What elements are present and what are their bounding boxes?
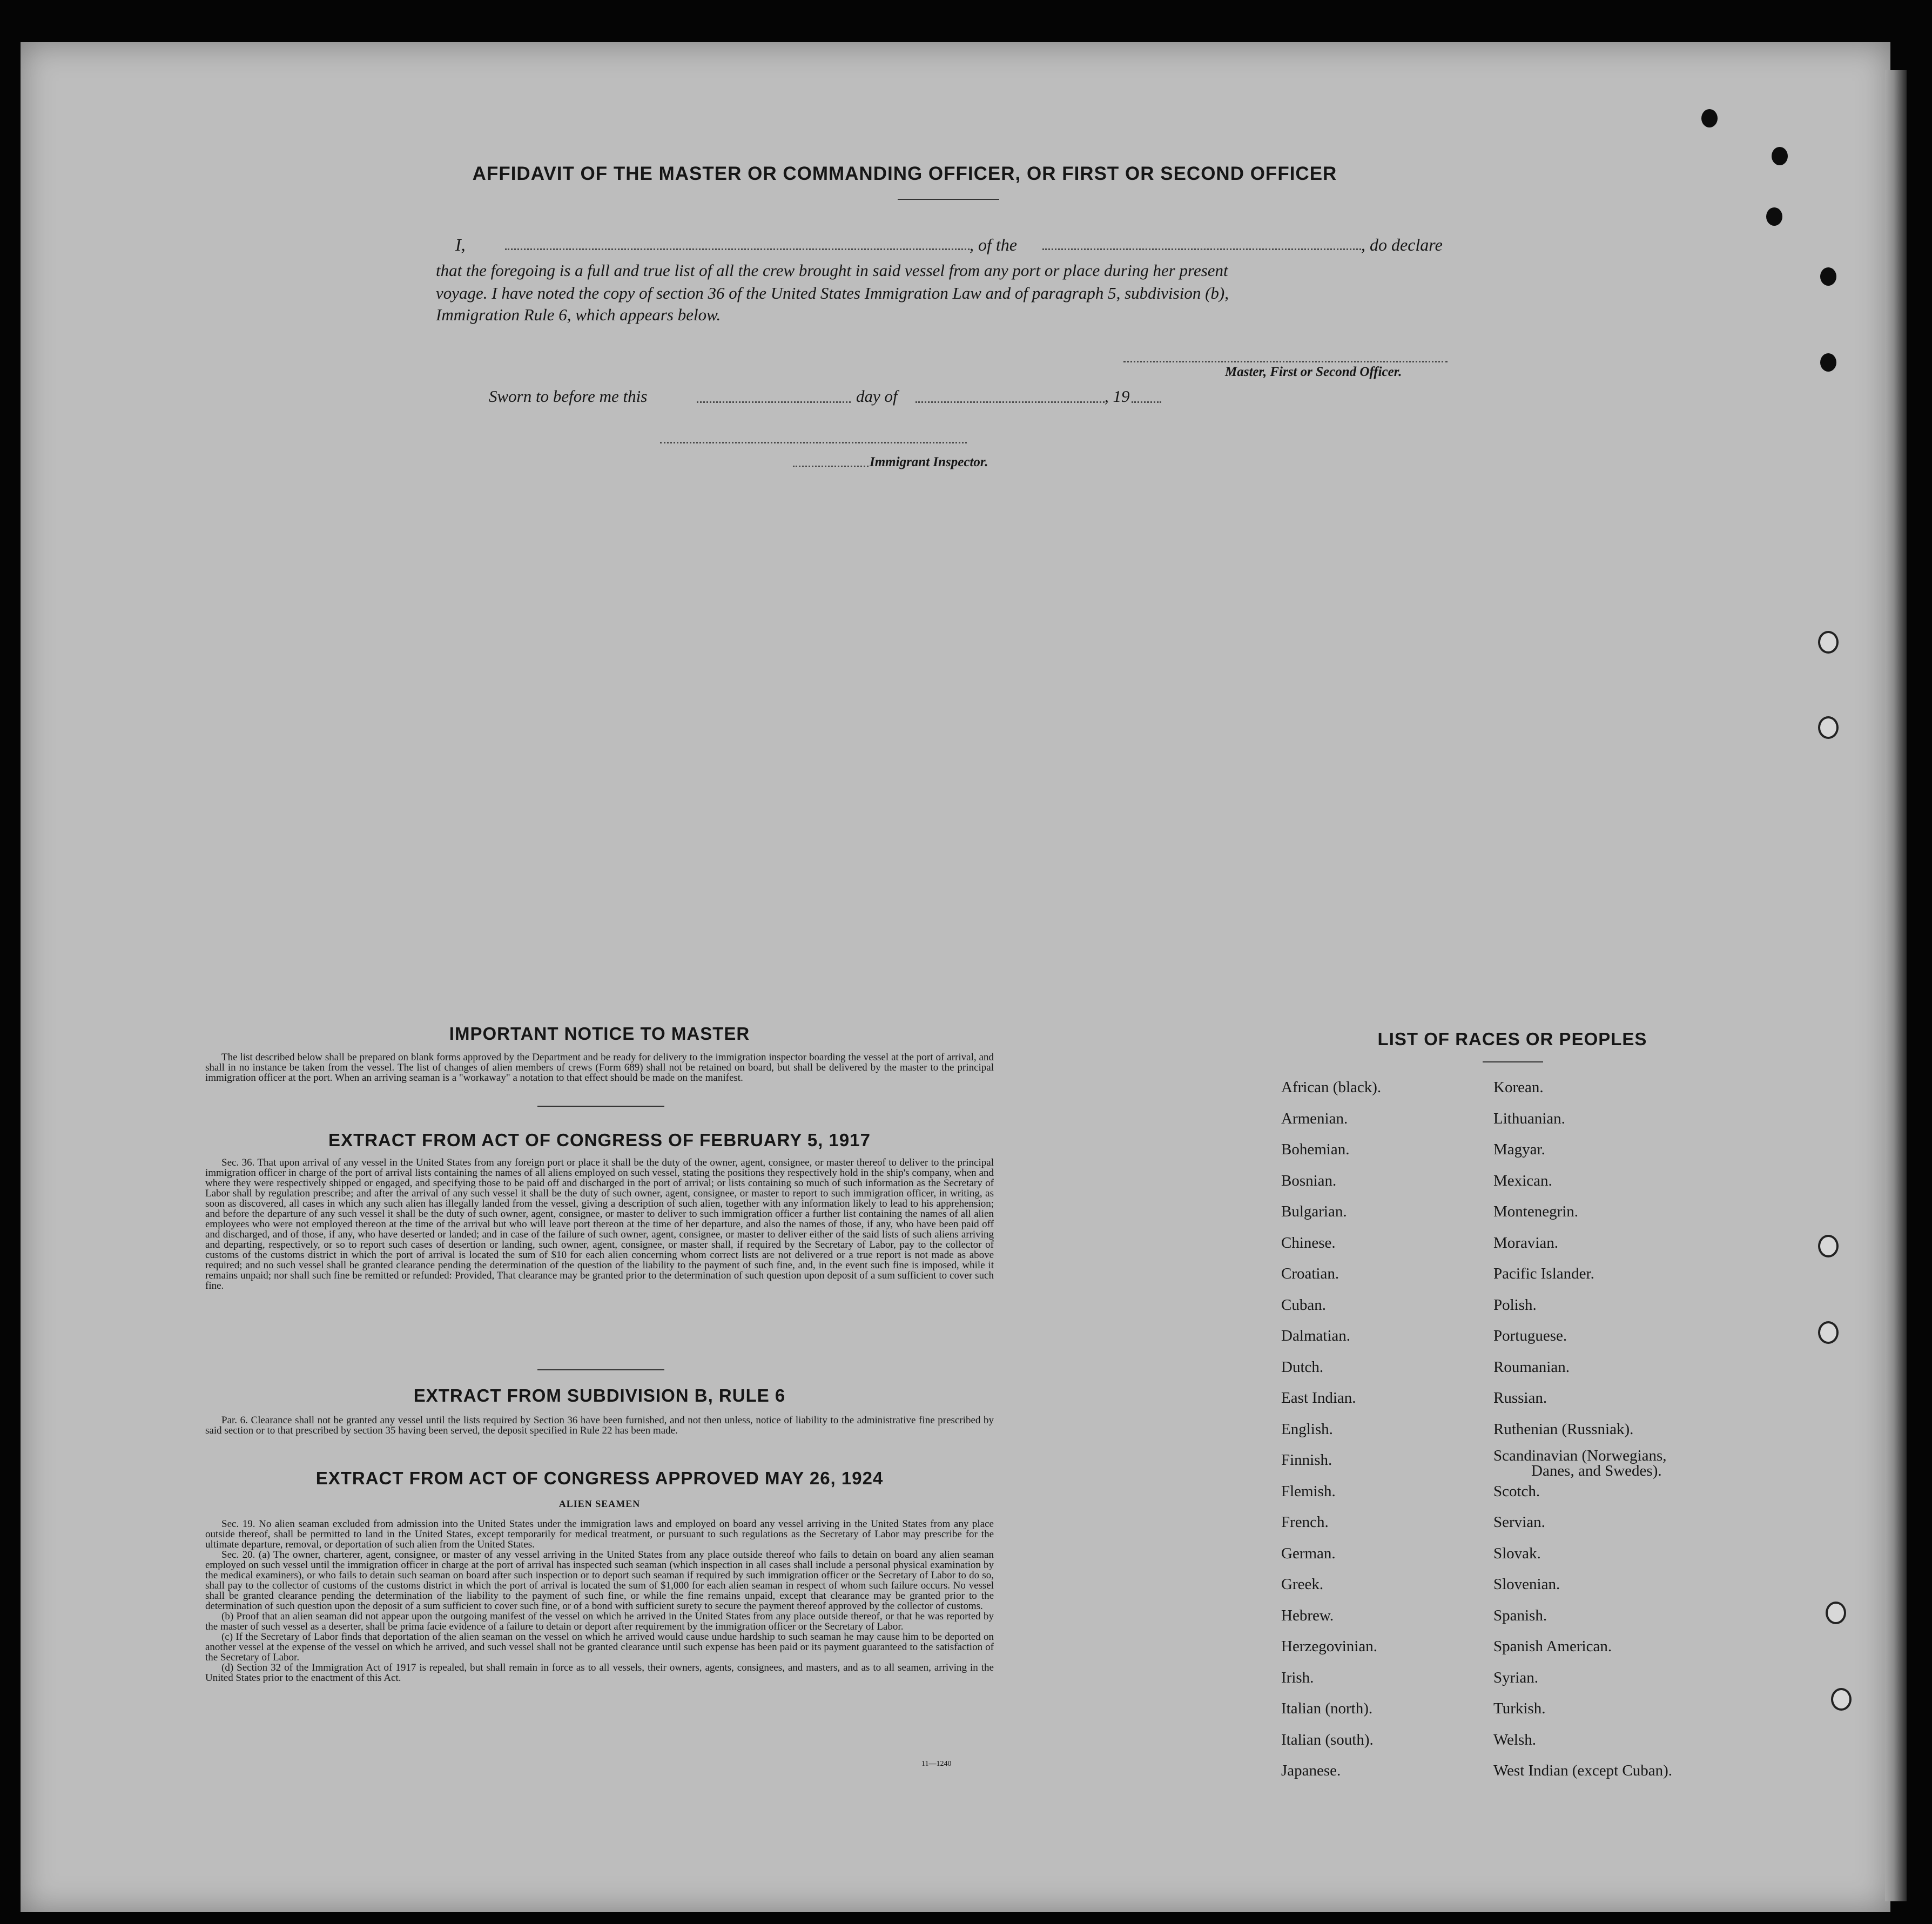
- race-item: French.: [1281, 1513, 1329, 1531]
- punch-hole: [1820, 267, 1836, 286]
- affidavit-of-the: , of the: [970, 235, 1017, 254]
- section-divider: [537, 1369, 664, 1370]
- inspector-dots: [793, 466, 869, 467]
- ring-hole: [1818, 1321, 1839, 1344]
- sworn-year-prefix: , 19: [1105, 387, 1130, 406]
- affidavit-line3: voyage. I have noted the copy of section 36 of the United States Immigration Law and of paragraph 5, subdivision (b),: [436, 284, 1229, 302]
- ring-hole: [1826, 1602, 1846, 1624]
- race-item: Chinese.: [1281, 1234, 1336, 1252]
- races-title: LIST OF RACES OR PEOPLES: [1377, 1029, 1647, 1049]
- race-item: East Indian.: [1281, 1389, 1356, 1407]
- race-item: African (black).: [1281, 1079, 1382, 1096]
- sec19-paragraph: Sec. 19. No alien seaman excluded from admission into the United States under the immigration laws and employed on board any vessel arriving in the United States from any place outside thereof, shall be permitted to land in the United States, except temporarily for medical treatment, or pursuant to such regulations as the Secretary of Labor may prescribe for the ultimate departure, removal, or deportation of such alien from the United States.: [205, 1518, 994, 1550]
- sworn-day-of: day of: [856, 387, 898, 406]
- extract-rule6-paragraph: Par. 6. Clearance shall not be granted any vessel until the lists required by Section 36 have been furnished, and not then unless, notice of liability to the administrative fine prescribed by said section or to that prescribed by section 35 having been served, the deposit specified in Rule 22 has been made.: [205, 1415, 994, 1436]
- race-item: Bulgarian.: [1281, 1203, 1347, 1220]
- inspector-signature-field[interactable]: [660, 442, 967, 443]
- affidavit-i: I,: [455, 235, 466, 254]
- extract-1917-title: EXTRACT FROM ACT OF CONGRESS OF FEBRUARY 5, 1917: [328, 1130, 871, 1150]
- race-item: Italian (north).: [1281, 1700, 1373, 1717]
- section-divider: [537, 1106, 664, 1107]
- race-item: Slovak.: [1493, 1544, 1541, 1562]
- race-item: English.: [1281, 1420, 1333, 1438]
- title-underline: [898, 199, 999, 200]
- race-item-scandinavian: [1493, 1448, 1672, 1479]
- sworn-prefix: Sworn to before me this: [489, 387, 648, 406]
- race-item: Welsh.: [1493, 1731, 1537, 1748]
- race-item: Russian.: [1493, 1389, 1547, 1407]
- race-item: German.: [1281, 1544, 1336, 1562]
- race-item: Syrian.: [1493, 1669, 1538, 1686]
- ring-hole: [1818, 716, 1839, 739]
- punch-hole: [1701, 109, 1718, 127]
- sworn-year-field[interactable]: [1132, 401, 1161, 403]
- race-item: Scotch.: [1493, 1482, 1540, 1500]
- race-item: Lithuanian.: [1493, 1109, 1565, 1127]
- race-item: Roumanian.: [1493, 1358, 1570, 1376]
- notice-text: [205, 1052, 994, 1083]
- race-item: Scandinavian (Norwegians,: [1493, 1447, 1667, 1464]
- affidavit-line4: Immigration Rule 6, which appears below.: [436, 305, 721, 324]
- race-item: Turkish.: [1493, 1700, 1546, 1717]
- race-item: Greek.: [1281, 1576, 1324, 1593]
- races-right-column: [1493, 1072, 1672, 1787]
- race-item: Pacific Islander.: [1493, 1265, 1594, 1282]
- race-item: Mexican.: [1493, 1172, 1552, 1189]
- race-item: Magyar.: [1493, 1141, 1545, 1158]
- extract-1917-text: [205, 1158, 994, 1291]
- sworn-day-field[interactable]: [697, 401, 851, 403]
- extract-rule6-title: EXTRACT FROM SUBDIVISION B, RULE 6: [413, 1385, 786, 1405]
- vessel-field[interactable]: [1042, 248, 1361, 250]
- ring-hole: [1818, 1235, 1839, 1257]
- race-item: Spanish.: [1493, 1606, 1547, 1624]
- race-item: Polish.: [1493, 1296, 1537, 1314]
- inspector-caption: Immigrant Inspector.: [870, 455, 988, 469]
- extract-1917-paragraph: Sec. 36. That upon arrival of any vessel in the United States from any foreign port or place it shall be the duty of the owner, agent, consignee, or master thereof to deliver to the principal immigration officer in charge of the port of arrival lists containing the names of all aliens employed on such vessel, stating the positions they respectively hold in the ship's company, when and where they were respectively shipped or engaged, and specifying those to be paid off and discharged in the port of arrival; or lists containing so much of such information as the Secretary of Labor shall by regulation prescribe; and after the arrival of any such vessel it shall be the duty of such owner, agent, consignee, or master to report to such immigration officer, in writing, as soon as discovered, all cases in which any such alien has illegally landed from the vessel, giving a description of such alien, together with any information likely to lead to his apprehension; and before the departure of any such vessel it shall be the duty of such owner, agent, consignee, or master to deliver to such immigration officer a further list containing the names of all alien employees who were not employed thereon at the time of the arrival but who will leave port thereon at the time of her departure, and also the names of those, if any, who have been paid off and discharged, and of those, if any, who have deserted or landed; and in case of the failure of such owner, agent, consignee, or master to deliver either of the said lists of such aliens arriving and departing, respectively, or so to report such cases of desertion or landing, such owner, agent, consignee, or master shall, if required by the Secretary of Labor, pay to the collector of customs of the customs district in which the port of arrival is located the sum of $10 for each alien concerning whom correct lists are not delivered or a true report is not made as above required; and no such vessel shall be granted clearance pending the determination of the question of the liability to the payment of such fine, and, in the event such fine is imposed, while it remains unpaid; nor shall such fine be remitted or refunded: Provided, That clearance may be granted prior to the determination of such question upon deposit of a sum sufficient to cover such fine.: [205, 1157, 994, 1291]
- race-item: Dutch.: [1281, 1358, 1324, 1376]
- races-left-column: [1281, 1072, 1381, 1787]
- race-item: Spanish American.: [1493, 1638, 1612, 1655]
- alien-seamen-subtitle: ALIEN SEAMEN: [558, 1498, 641, 1509]
- race-item: Japanese.: [1281, 1762, 1341, 1779]
- master-signature-field[interactable]: [1123, 361, 1448, 362]
- race-item: Cuban.: [1281, 1296, 1326, 1314]
- race-item: Herzegovinian.: [1281, 1638, 1377, 1655]
- form-number: 11—1240: [921, 1760, 952, 1768]
- punch-hole: [1772, 147, 1788, 165]
- race-item: Italian (south).: [1281, 1731, 1374, 1748]
- ring-hole: [1818, 631, 1839, 654]
- extract-rule6-text: [205, 1415, 994, 1436]
- race-item: West Indian (except Cuban).: [1493, 1762, 1673, 1779]
- race-item: Ruthenian (Russniak).: [1493, 1420, 1634, 1438]
- race-item: Croatian.: [1281, 1265, 1339, 1282]
- race-item: Flemish.: [1281, 1482, 1336, 1500]
- punch-hole: [1766, 207, 1782, 226]
- race-item: Slovenian.: [1493, 1576, 1560, 1593]
- notice-title: IMPORTANT NOTICE TO MASTER: [449, 1024, 750, 1044]
- punch-hole: [1820, 353, 1836, 372]
- race-item: Armenian.: [1281, 1109, 1348, 1127]
- affidavit-do-declare: , do declare: [1361, 235, 1443, 254]
- race-item-continuation: Danes, and Swedes).: [1531, 1462, 1662, 1479]
- race-item: Korean.: [1493, 1079, 1544, 1096]
- extract-1924-text: [205, 1519, 994, 1683]
- master-caption: Master, First or Second Officer.: [1225, 365, 1402, 379]
- race-item: Portuguese.: [1493, 1327, 1567, 1344]
- race-item: Moravian.: [1493, 1234, 1558, 1252]
- race-item: Hebrew.: [1281, 1606, 1334, 1624]
- race-item: Bosnian.: [1281, 1172, 1337, 1189]
- sec20b-paragraph: (b) Proof that an alien seaman did not appear upon the outgoing manifest of the vessel on which he arrived in the United States from any place outside thereof, or that he was reported by the master of such vessel as a deserter, shall be prima facie evidence of a failure to detain or deport after requirement by the immigration officer or the Secretary of Labor.: [205, 1611, 994, 1632]
- sec20a-paragraph: Sec. 20. (a) The owner, charterer, agent, consignee, or master of any vessel arriving in the United States from any place outside thereof who fails to detain on board any alien seaman employed on such vessel until the immigration officer in charge at the port of arrival has inspected such seaman (which inspection in all cases shall include a personal physical examination by the medical examiners), or who fails to detain such seaman on board after such inspection or to deport such seaman if required by such immigration officer or the Secretary of Labor to do so, shall pay to the collector of customs of the customs district in which the port of arrival is located the sum of $1,000 for each alien seaman in respect of whom such failure occurs. No vessel shall be granted clearance pending the determination of the liability to the payment of such fine, or while the fine remains unpaid, except that clearance may be granted prior to the determination of such question upon the deposit of a sum sufficient to cover such fine, or of a bond with sufficient surety to secure the payment thereof approved by the collector of customs.: [205, 1549, 994, 1612]
- race-item: Bohemian.: [1281, 1141, 1350, 1158]
- race-item: Dalmatian.: [1281, 1327, 1351, 1344]
- extract-1924-title: EXTRACT FROM ACT OF CONGRESS APPROVED MAY 26, 1924: [315, 1468, 884, 1488]
- affidavit-title: AFFIDAVIT OF THE MASTER OR COMMANDING OFFICER, OR FIRST OR SECOND OFFICER: [472, 163, 1337, 184]
- sec20d-paragraph: (d) Section 32 of the Immigration Act of 1917 is repealed, but shall remain in force as to all vessels, their owners, agents, consignees, and masters, and as to all seamen, arriving in the United States prior to the enactment of this Act.: [205, 1662, 994, 1684]
- sworn-month-field[interactable]: [915, 401, 1105, 403]
- affidavit-line2: that the foregoing is a full and true list of all the crew brought in said vessel from any port or place during her present: [436, 261, 1228, 280]
- ring-hole: [1831, 1688, 1852, 1711]
- page-edge-shadow: [1885, 70, 1907, 1901]
- race-item: Irish.: [1281, 1669, 1314, 1686]
- races-title-underline: [1483, 1061, 1543, 1062]
- name-field[interactable]: [505, 248, 970, 250]
- notice-paragraph: The list described below shall be prepared on blank forms approved by the Department and be ready for delivery to the immigration inspector boarding the vessel at the port of arrival, and shall in no instance be taken from the vessel. The list of changes of alien members of crews (Form 689) shall not be retained on board, but shall be delivered by the master to the principal immigration officer at the port. When an arriving seaman is a "workaway" a notation to that effect should be made on the manifest.: [205, 1052, 994, 1084]
- race-item: Montenegrin.: [1493, 1203, 1579, 1220]
- sec20c-paragraph: (c) If the Secretary of Labor finds that deportation of the alien seaman on the vessel on which he arrived would cause undue hardship to such seaman he may cause him to be deported on another vessel at the expense of the vessel on which he arrived, and such vessel shall not be granted clearance until such expense has been paid or its payment guaranteed to the satisfaction of the Secretary of Labor.: [205, 1631, 994, 1663]
- race-item: Finnish.: [1281, 1451, 1332, 1469]
- race-item: Servian.: [1493, 1513, 1545, 1531]
